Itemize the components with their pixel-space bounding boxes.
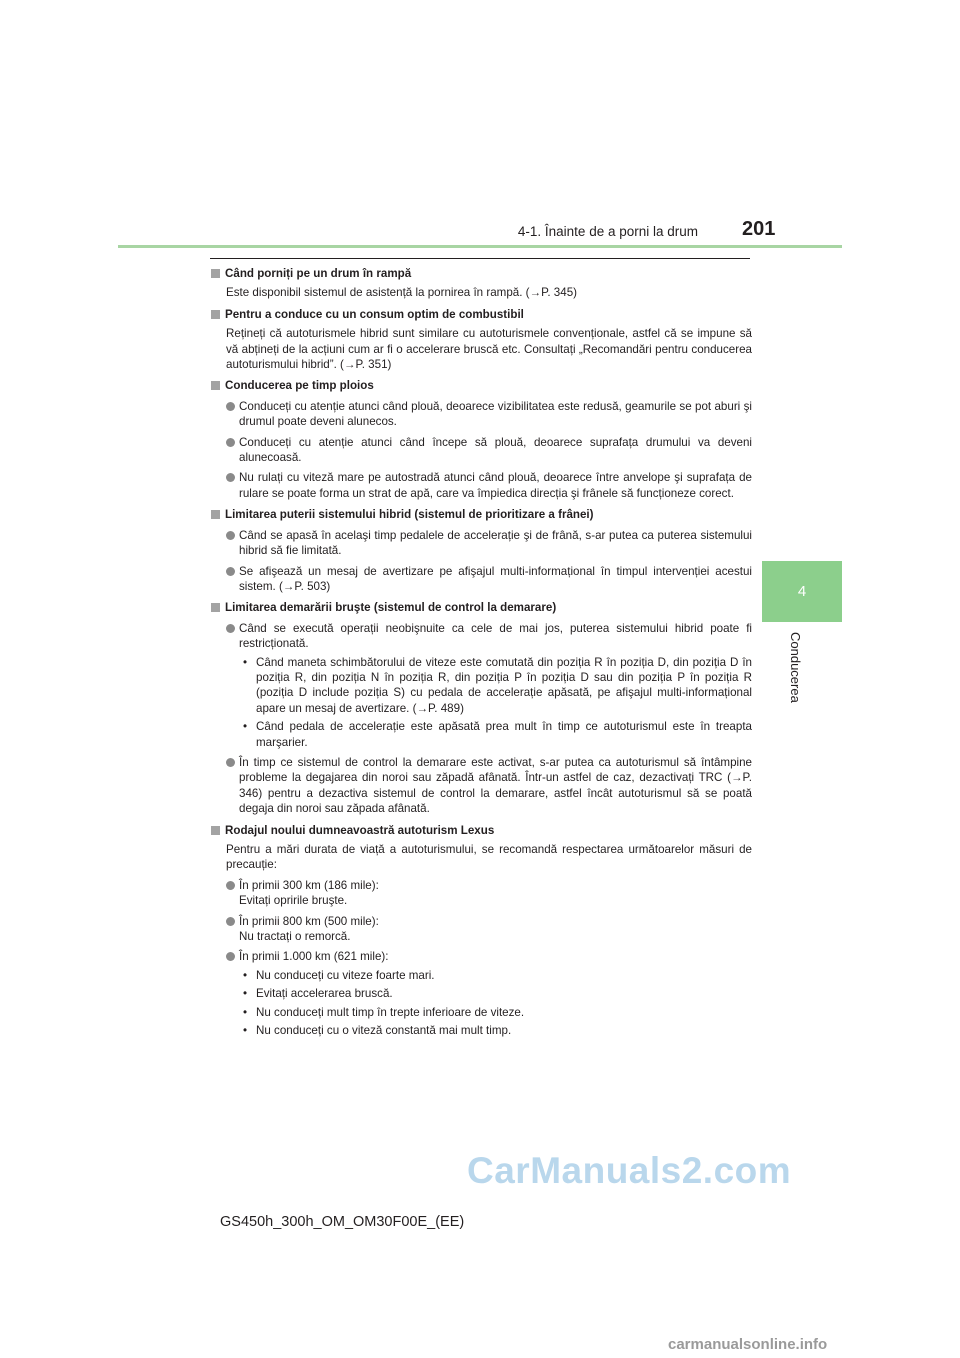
sub-list-item: • Evitați accelerarea bruscă. [243, 987, 393, 1001]
round-bullet-icon [226, 881, 235, 890]
section-heading: Rodajul noului dumneavoastră autoturism Lexus [211, 823, 752, 838]
small-bullet-icon: • [243, 1024, 248, 1038]
square-bullet-icon [211, 826, 220, 835]
header-rule [118, 245, 842, 248]
carmanuals-watermark: CarManuals2.com [467, 1150, 792, 1191]
list-item [226, 878, 752, 909]
sub-list-item: • Nu conduceți mult timp în trepte inferioare de viteze. [243, 1005, 525, 1019]
square-bullet-icon [211, 603, 220, 612]
sub-list-item: • Nu conduceți cu o viteză constantă mai mult timp. [243, 1024, 512, 1038]
list-item [226, 914, 752, 945]
section-heading: Când porniți pe un drum în rampă [211, 266, 752, 281]
paragraph: Pentru a mări durata de viață a autoturismului, se recomandă respectarea următoarelor măsuri de precauție: [226, 843, 752, 872]
round-bullet-icon [226, 624, 235, 633]
document-code: GS450h_300h_OM_OM30F00E_(EE) [220, 1214, 465, 1230]
content-top-rule [210, 258, 750, 259]
round-bullet-icon [226, 531, 235, 540]
chapter-tab[interactable] [762, 561, 842, 622]
square-bullet-icon [211, 510, 220, 519]
page-content [211, 266, 752, 1038]
square-bullet-icon [211, 310, 220, 319]
list-item-text: Nu tractați o remorcă. [239, 930, 351, 944]
chapter-label: Conducerea [788, 632, 803, 703]
round-bullet-icon [226, 952, 235, 961]
list-item-heading: În primii 800 km (500 mile): [239, 914, 379, 928]
list-item-text: Evitați opririle bruşte. [239, 894, 348, 908]
round-bullet-icon [226, 402, 235, 411]
page-number: 201 [742, 218, 776, 240]
small-bullet-icon: • [243, 655, 248, 669]
list-item: Când se execută operații neobişnuite ca cele de mai jos, puterea sistemului hibrid poate fi restricționată. [226, 621, 752, 652]
round-bullet-icon [226, 917, 235, 926]
list-item: Când se apasă în acelaşi timp pedalele de accelerație şi de frână, s-ar putea ca puterea sistemului hibrid să fie limitată. [226, 528, 752, 559]
section-heading: Limitarea puterii sistemului hibrid (sistemul de prioritizare a frânei) [211, 507, 752, 522]
list-item: Nu rulați cu viteză mare pe autostradă atunci când plouă, deoarece între anvelope şi suprafața de rulare se poate forma un strat de apă, care va împiedica direcția şi frânele să funcționeze corect. [226, 470, 752, 501]
sub-list-item: • Când pedala de accelerație este apăsată prea mult în timp ce autoturismul este în treapta marşarier. [243, 720, 752, 749]
section-header-title: 4-1. Înainte de a porni la drum [517, 224, 698, 239]
list-item: În timp ce sistemul de control la demarare este activat, s-ar putea ca autoturismul să întâmpine probleme la degajarea din noroi sau zăpadă afânată. Într-un astfel de caz, dezactivați TRC (→P. 346) pentru a dezactiva sistemul de control la demarare, astfel încât autoturismul să se poată degaja din noroi sau zăpada afânată. [226, 755, 752, 817]
section-heading: Conducerea pe timp ploios [211, 378, 752, 393]
paragraph: Rețineți că autoturismele hibrid sunt similare cu autoturismele convenționale, astfel că se impune să vă abțineți de la acțiuni cum ar fi o accelerare bruscă etc. Consultați „Recomandări pentru conducerea autoturismului hibrid”. (→P. 351) [226, 327, 752, 372]
round-bullet-icon [226, 758, 235, 767]
round-bullet-icon [226, 567, 235, 576]
small-bullet-icon: • [243, 987, 248, 1001]
round-bullet-icon [226, 473, 235, 482]
chapter-number: 4 [797, 583, 807, 600]
small-bullet-icon: • [243, 720, 248, 734]
list-item: Conduceți cu atenție atunci când începe să plouă, deoarece suprafața drumului va deveni alunecoasă. [226, 435, 752, 466]
list-item-heading: În primii 1.000 km (621 mile): [239, 950, 389, 964]
square-bullet-icon [211, 269, 220, 278]
list-item: Se afişează un mesaj de avertizare pe afişajul multi-informațional în timpul intervenției acestui sistem. (→P. 503) [226, 564, 752, 595]
section-heading: Limitarea demarării bruşte (sistemul de control la demarare) [211, 600, 752, 615]
small-bullet-icon: • [243, 1005, 248, 1019]
list-item: Conduceți cu atenție atunci când plouă, deoarece vizibilitatea este redusă, geamurile se pot aburi şi drumul poate deveni alunecos. [226, 399, 752, 430]
square-bullet-icon [211, 381, 220, 390]
sub-list-item: • Când maneta schimbătorului de viteze este comutată din poziția R în poziția D, din poziția D în poziția R, din poziția N în poziția R, din poziția P în poziția D sau din poziția P în poziția R (poziția D include poziția S) cu pedala de accelerație apăsată, pe afişajul multi-informațional apare un mesaj de avertizare. (→P. 489) [243, 655, 752, 715]
paragraph: Este disponibil sistemul de asistență la pornirea în rampă. (→P. 345) [226, 286, 577, 300]
round-bullet-icon [226, 438, 235, 447]
carmanualsonline-watermark: carmanualsonline.info [668, 1336, 828, 1353]
section-heading: Pentru a conduce cu un consum optim de combustibil [211, 307, 752, 322]
small-bullet-icon: • [243, 968, 248, 982]
sub-list-item: • Nu conduceți cu viteze foarte mari. [243, 968, 435, 982]
list-item-heading: În primii 300 km (186 mile): [239, 878, 379, 892]
list-item [226, 949, 752, 964]
